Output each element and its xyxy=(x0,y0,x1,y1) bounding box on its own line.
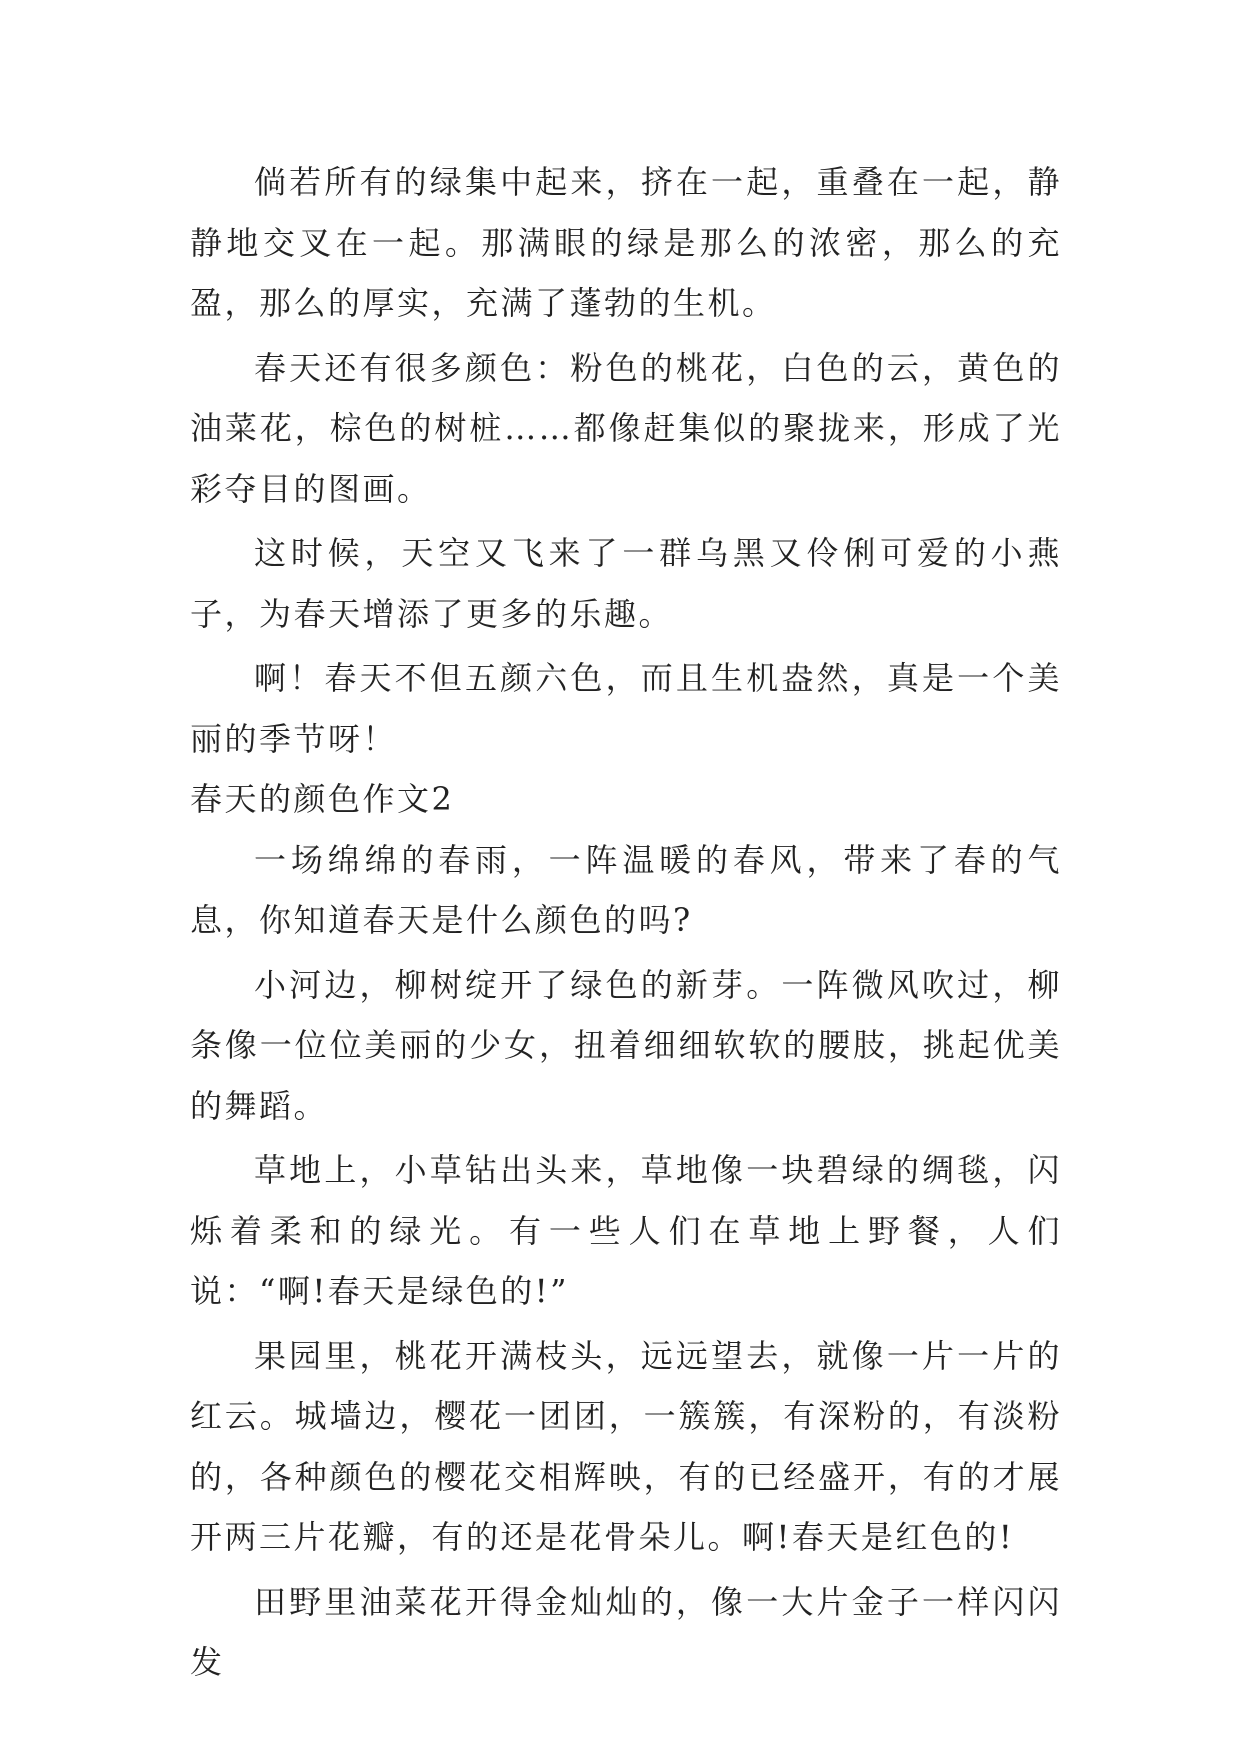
paragraph: 春天还有很多颜色：粉色的桃花，白色的云，黄色的油菜花，棕色的树桩……都像赶集似的聚拢来，形成了光彩夺目的图画。 xyxy=(190,348,1062,508)
section-title: 春天的颜色作文2 xyxy=(190,780,455,818)
paragraph: 草地上，小草钻出头来，草地像一块碧绿的绸毯，闪烁着柔和的绿光。有一些人们在草地上野餐，人们说：“啊!春天是绿色的!” xyxy=(190,1151,1062,1310)
paragraph: 倘若所有的绿集中起来，挤在一起，重叠在一起，静静地交叉在一起。那满眼的绿是那么的浓密，那么的充盈，那么的厚实，充满了蓬勃的生机。 xyxy=(190,163,1062,322)
paragraph: 这时候，天空又飞来了一群乌黑又伶俐可爱的小燕子，为春天增添了更多的乐趣。 xyxy=(190,534,1062,633)
paragraph: 一场绵绵的春雨，一阵温暖的春风，带来了春的气息，你知道春天是什么颜色的吗? xyxy=(190,840,1062,939)
paragraph: 果园里，桃花开满枝头，远远望去，就像一片一片的红云。城墙边，樱花一团团，一簇簇，有深粉的，有淡粉的，各种颜色的樱花交相辉映，有的已经盛开，有的才展开两三片花瓣，有的还是花骨朵儿。啊!春天是红色的! xyxy=(190,1336,1062,1556)
document-body xyxy=(190,152,1062,1693)
paragraph: 啊！春天不但五颜六色，而且生机盎然，真是一个美丽的季节呀！ xyxy=(190,659,1062,758)
paragraph: 小河边，柳树绽开了绿色的新芽。一阵微风吹过，柳条像一位位美丽的少女，扭着细细软软的腰肢，挑起优美的舞蹈。 xyxy=(190,965,1062,1125)
paragraph: 田野里油菜花开得金灿灿的，像一大片金子一样闪闪发 xyxy=(190,1582,1062,1681)
